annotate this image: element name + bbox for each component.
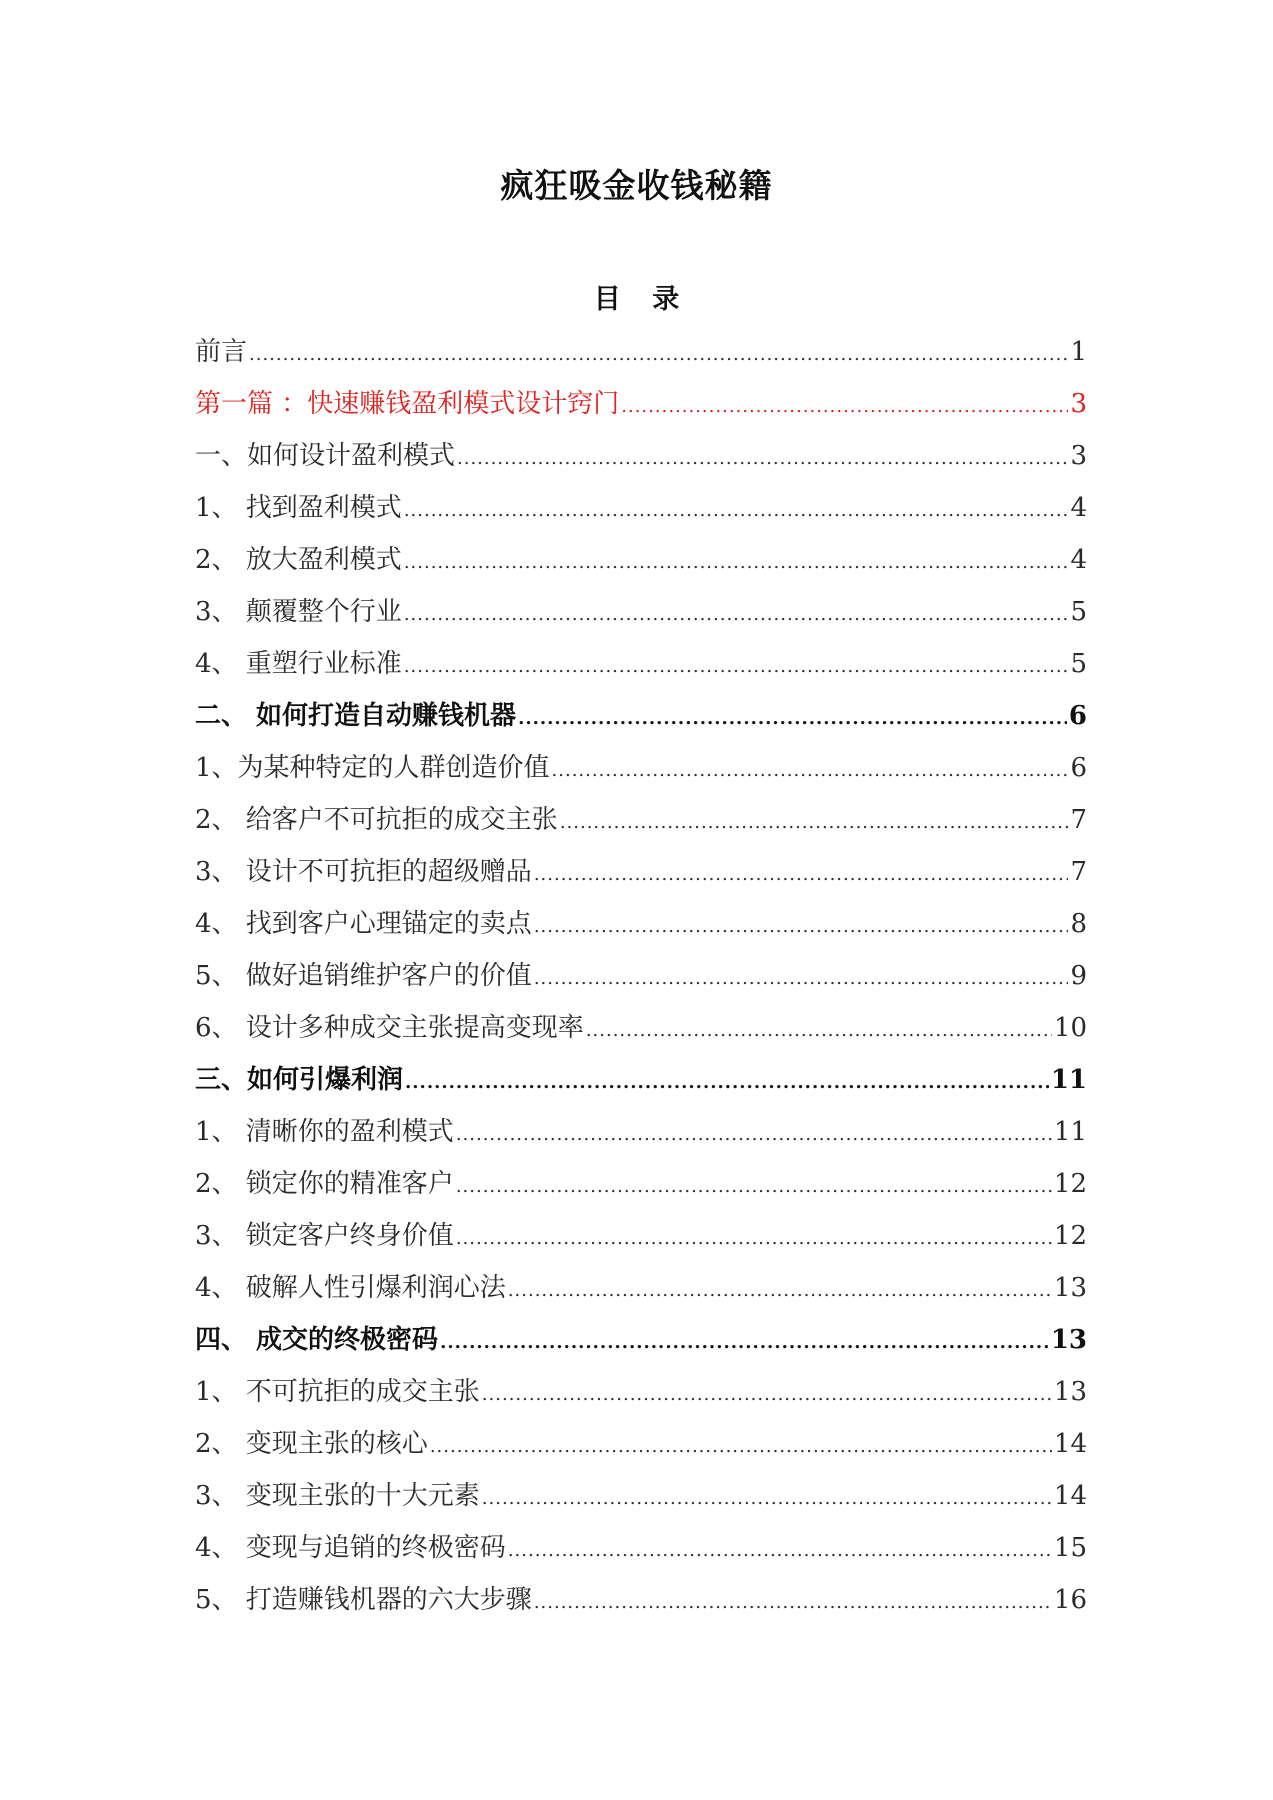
toc-entry-label: 二、 如何打造自动赚钱机器 [195, 701, 517, 731]
toc-entry[interactable] [195, 534, 1087, 586]
toc-entry[interactable] [195, 1470, 1087, 1522]
toc-entry[interactable] [195, 1314, 1087, 1366]
toc-entry[interactable] [195, 794, 1087, 846]
toc-dot-leader [456, 1213, 1052, 1265]
toc-page-number: 5 [1070, 649, 1087, 679]
toc-entry-label: 1、 找到盈利模式 [195, 493, 402, 523]
toc-entry-label: 三、如何引爆利润 [195, 1065, 404, 1095]
toc-entry[interactable] [195, 1054, 1087, 1106]
toc-entry-label: 四、 成交的终极密码 [195, 1325, 439, 1355]
toc-page-number: 7 [1070, 857, 1087, 887]
toc-entry-label: 2、 变现主张的核心 [195, 1429, 428, 1459]
toc-dot-leader [534, 901, 1069, 953]
toc-dot-leader [552, 745, 1069, 797]
toc-dot-leader [405, 1057, 1049, 1109]
toc-dot-leader [586, 1005, 1052, 1057]
toc-entry[interactable] [195, 898, 1087, 950]
toc-entry-label: 一、如何设计盈利模式 [195, 441, 456, 471]
toc-dot-leader [457, 433, 1068, 485]
toc-entry-label: 3、 设计不可抗拒的超级赠品 [195, 857, 532, 887]
toc-entry[interactable] [195, 1418, 1087, 1470]
toc-entry[interactable] [195, 430, 1087, 482]
toc-entry[interactable] [195, 586, 1087, 638]
toc-dot-leader [249, 329, 1068, 381]
toc-entry[interactable] [195, 638, 1087, 690]
toc-entry-label: 4、 破解人性引爆利润心法 [195, 1273, 506, 1303]
toc-dot-leader [518, 693, 1067, 745]
toc-entry[interactable] [195, 1366, 1087, 1418]
toc-dot-leader [621, 381, 1068, 433]
toc-page-number: 13 [1053, 1273, 1087, 1303]
toc-entry-label: 3、 变现主张的十大元素 [195, 1481, 480, 1511]
toc-dot-leader [534, 953, 1069, 1005]
toc-dot-leader [404, 641, 1069, 693]
toc-entry[interactable] [195, 1106, 1087, 1158]
toc-page-number: 9 [1070, 961, 1087, 991]
toc-entry[interactable] [195, 1210, 1087, 1262]
toc-page-number: 11 [1053, 1117, 1087, 1147]
toc-entry-label: 4、 变现与追销的终极密码 [195, 1533, 506, 1563]
toc-entry-label: 1、为某种特定的人群创造价值 [195, 753, 550, 783]
toc-page-number: 13 [1050, 1325, 1087, 1355]
toc-dot-leader [404, 537, 1069, 589]
toc-page-number: 14 [1053, 1481, 1087, 1511]
toc-page-number: 4 [1070, 545, 1087, 575]
toc-entry-label: 3、 锁定客户终身价值 [195, 1221, 454, 1251]
toc-entry-label: 第一篇 ：快速赚钱盈利模式设计窍门 [195, 389, 620, 419]
toc-page-number: 12 [1053, 1221, 1087, 1251]
toc-entry-label: 2、 给客户不可抗拒的成交主张 [195, 805, 558, 835]
toc-entry-label: 1、 不可抗拒的成交主张 [195, 1377, 480, 1407]
toc-entry[interactable] [195, 1158, 1087, 1210]
toc-dot-leader [482, 1369, 1052, 1421]
toc-page-number: 5 [1070, 597, 1087, 627]
toc-dot-leader [456, 1109, 1052, 1161]
toc-page-number: 3 [1070, 389, 1087, 419]
toc-entry-label: 5、 打造赚钱机器的六大步骤 [195, 1585, 532, 1615]
toc-entry-label: 2、 锁定你的精准客户 [195, 1169, 454, 1199]
toc-dot-leader [508, 1525, 1052, 1577]
toc-dot-leader [482, 1473, 1052, 1525]
toc-dot-leader [404, 485, 1069, 537]
toc-dot-leader [534, 849, 1069, 901]
toc-page-number: 4 [1070, 493, 1087, 523]
toc-entry-label: 1、 清晰你的盈利模式 [195, 1117, 454, 1147]
toc-entry[interactable] [195, 1522, 1087, 1574]
toc-entry[interactable] [195, 482, 1087, 534]
toc-dot-leader [430, 1421, 1052, 1473]
toc-page-number: 3 [1070, 441, 1087, 471]
toc-page-number: 8 [1070, 909, 1087, 939]
toc-dot-leader [534, 1577, 1052, 1629]
toc-entry-label: 5、 做好追销维护客户的价值 [195, 961, 532, 991]
toc-entry-label: 2、 放大盈利模式 [195, 545, 402, 575]
toc-entry[interactable] [195, 1574, 1087, 1626]
toc-entry-label: 4、 重塑行业标准 [195, 649, 402, 679]
toc-page-number: 6 [1068, 701, 1087, 731]
toc-dot-leader [440, 1317, 1049, 1369]
toc-page-number: 1 [1070, 337, 1087, 367]
toc-page-number: 13 [1053, 1377, 1087, 1407]
toc-entry[interactable] [195, 326, 1087, 378]
toc-dot-leader [560, 797, 1069, 849]
toc-page-number: 12 [1053, 1169, 1087, 1199]
toc-entry-label: 前言 [195, 337, 248, 367]
toc-entry[interactable] [195, 378, 1087, 430]
toc-entry[interactable] [195, 846, 1087, 898]
toc-entry-label: 6、 设计多种成交主张提高变现率 [195, 1013, 584, 1043]
toc-entry[interactable] [195, 1262, 1087, 1314]
toc-dot-leader [456, 1161, 1052, 1213]
toc-entry-label: 3、 颠覆整个行业 [195, 597, 402, 627]
toc-page-number: 10 [1053, 1013, 1087, 1043]
toc-entry-label: 4、 找到客户心理锚定的卖点 [195, 909, 532, 939]
toc-entry[interactable] [195, 1002, 1087, 1054]
toc-entry[interactable] [195, 742, 1087, 794]
toc-entry[interactable] [195, 950, 1087, 1002]
toc-page-number: 11 [1050, 1065, 1087, 1095]
document-title: 疯狂吸金收钱秘籍 [500, 166, 773, 205]
toc-page-number: 16 [1053, 1585, 1087, 1615]
toc-page-number: 7 [1070, 805, 1087, 835]
toc-dot-leader [508, 1265, 1052, 1317]
table-of-contents [195, 326, 1087, 1626]
toc-page-number: 14 [1053, 1429, 1087, 1459]
toc-page-number: 6 [1070, 753, 1087, 783]
toc-entry[interactable] [195, 690, 1087, 742]
toc-heading: 目 录 [593, 284, 680, 315]
toc-dot-leader [404, 589, 1069, 641]
toc-page-number: 15 [1053, 1533, 1087, 1563]
